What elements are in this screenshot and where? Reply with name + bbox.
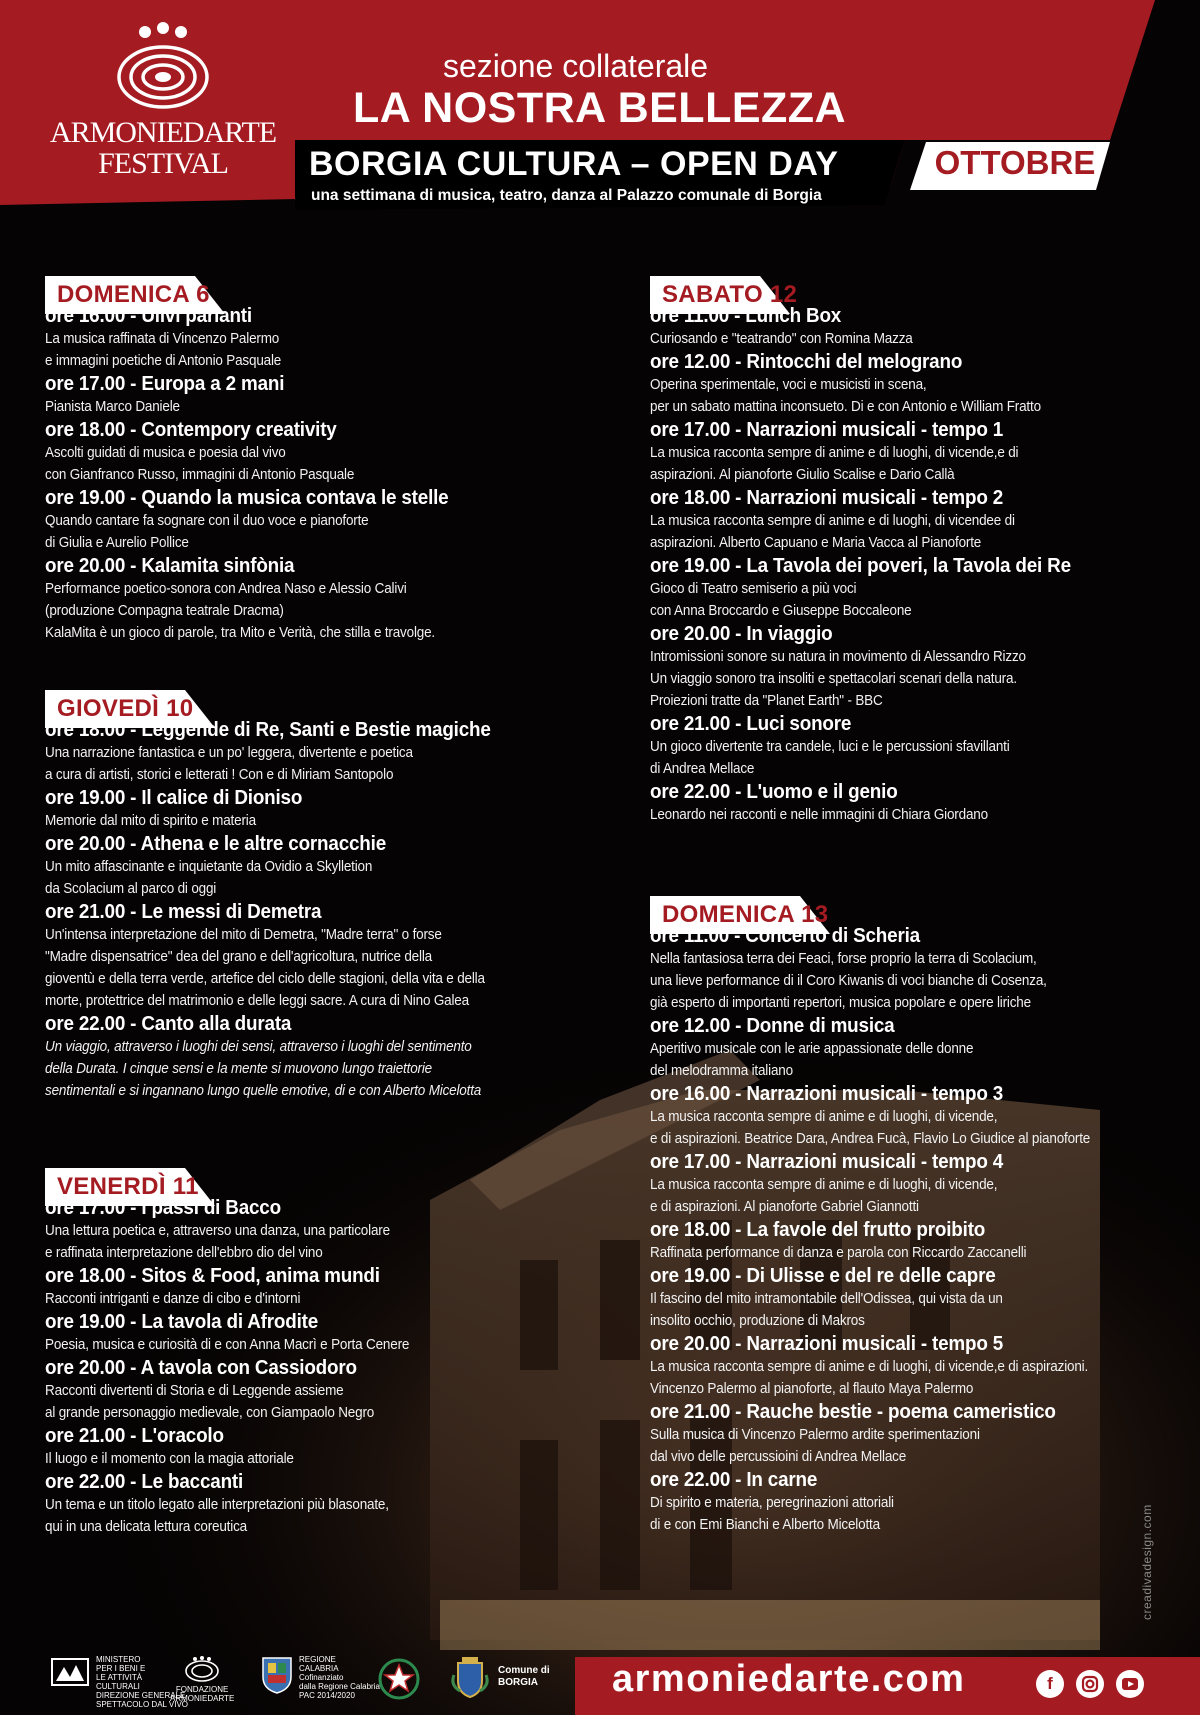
event-title: ore 18.00 - Sitos & Food, anima mundi <box>45 1264 380 1287</box>
sponsor-text-line: SPETTACOLO DAL VIVO <box>96 1700 189 1709</box>
instagram-icon[interactable] <box>1076 1670 1104 1698</box>
sponsor-regione-calabria <box>260 1655 380 1700</box>
event-item <box>650 554 1108 622</box>
event-description-line: Operina sperimentale, voci e musicisti in scena, <box>650 376 927 393</box>
event-description-line: di e con Emi Bianchi e Alberto Micelotta <box>650 1516 880 1533</box>
event-item <box>45 1310 450 1356</box>
event-description-line: Pianista Marco Daniele <box>45 398 180 415</box>
event-description-line: Una narrazione fantastica e un po' leggera, divertente e poetica <box>45 744 413 761</box>
event-item <box>45 1356 411 1424</box>
event-description-line: Gioco di Teatro semiserio a più voci <box>650 580 857 597</box>
sponsor-text-line: dalla Regione Calabria <box>299 1682 380 1691</box>
event-title: ore 20.00 - A tavola con Cassiodoro <box>45 1356 357 1379</box>
event-description-line: qui in una delicata lettura coreutica <box>45 1518 247 1535</box>
event-item <box>45 554 478 644</box>
sponsor-text-line: CULTURALI <box>96 1682 140 1691</box>
event-description-line: Raffinata performance di danza e parola con Riccardo Zaccanelli <box>650 1244 1027 1261</box>
event-title: ore 17.00 - Narrazioni musicali - tempo 1 <box>650 418 1004 441</box>
event-description-line: della Durata. I cinque sensi e la mente si muovono lungo traiettorie <box>45 1060 432 1077</box>
event-description-line: KalaMita è un gioco di parole, tra Mito e Verità, che stilla e travolge. <box>45 624 436 641</box>
event-title: ore 17.00 - Narrazioni musicali - tempo 4 <box>650 1150 1004 1173</box>
event-item <box>45 786 325 832</box>
programme-right-column <box>650 276 1170 1636</box>
event-item <box>45 1196 428 1264</box>
day-label: VENERDÌ 11 <box>57 1173 199 1200</box>
event-title: ore 22.00 - Canto alla durata <box>45 1012 292 1035</box>
event-description-line: Una lettura poetica e, attraverso una danza, una particolare <box>45 1222 390 1239</box>
event-item <box>650 350 1084 418</box>
event-description-line: sentimentali e si ingannano lungo quelle emotive, di e con Alberto Micelotta <box>45 1082 482 1099</box>
event-description-line: gioventù e della terra verde, artefice del ciclo delle stagioni, della vita e della <box>45 970 485 987</box>
event-title: ore 22.00 - L'uomo e il genio <box>650 780 898 803</box>
sponsor-text-line: CALABRIA <box>299 1664 339 1673</box>
regione-calabria-emblem-icon <box>260 1655 294 1695</box>
event-description-line: una lieve performance di il Coro Kiwanis di voci bianche di Cosenza, <box>650 972 1047 989</box>
facebook-icon[interactable]: f <box>1036 1670 1064 1698</box>
festival-name-line2: FESTIVAL <box>98 147 228 180</box>
event-title: ore 20.00 - Athena e le altre cornacchie <box>45 832 387 855</box>
event-item <box>650 1332 1137 1400</box>
event-item <box>650 1150 1036 1218</box>
event-title: ore 19.00 - La tavola di Afrodite <box>45 1310 319 1333</box>
event-item <box>45 718 529 786</box>
sponsor-text-line: REGIONE <box>299 1655 336 1664</box>
event-item <box>45 1012 530 1102</box>
italian-republic-emblem-icon <box>378 1658 420 1700</box>
month-label: OTTOBRE <box>934 144 1096 181</box>
event-description-line: di Giulia e Aurelio Pollice <box>45 534 189 551</box>
sponsor-text-line: FONDAZIONE <box>175 1685 229 1694</box>
event-description-line: Vincenzo Palermo al pianoforte, al flauto Maya Palermo <box>650 1380 974 1397</box>
event-description-line: del melodramma italiano <box>650 1062 793 1079</box>
event-description-line: Curiosando e "teatrando" con Romina Mazza <box>650 330 913 347</box>
event-description-line: La musica racconta sempre di anime e di luoghi, di vicende, <box>650 1108 998 1125</box>
event-description-line: Poesia, musica e curiosità di e con Anna Macrì e Porta Cenere <box>45 1336 410 1353</box>
event-title: ore 18.00 - Contempory creativity <box>45 418 337 441</box>
event-description-line: La musica racconta sempre di anime e di luoghi, di vicendee di <box>650 512 1015 529</box>
event-title: ore 19.00 - La Tavola dei poveri, la Tavola dei Re <box>650 554 1071 577</box>
mibac-logo-icon <box>50 1655 90 1689</box>
designer-credit-text: creadivadesign.com <box>1140 1504 1154 1620</box>
event-description-line: Il luogo e il momento con la magia attoriale <box>45 1450 294 1467</box>
event-title: ore 11.00 - Concerto di Scheria <box>650 924 920 947</box>
programme-left-column <box>45 276 605 1586</box>
sponsor-mibac <box>50 1655 188 1709</box>
event-title: ore 11.00 - Lunch Box <box>650 304 842 327</box>
event-description-line: al grande personaggio medievale, con Giampaolo Negro <box>45 1404 375 1421</box>
event-description-line: La musica racconta sempre di anime e di luoghi, di vicende,e di <box>650 444 1019 461</box>
event-description-line: da Scolacium al parco di oggi <box>45 880 217 897</box>
event-title: ore 19.00 - Quando la musica contava le stelle <box>45 486 449 509</box>
event-title: ore 21.00 - L'oracolo <box>45 1424 224 1447</box>
sponsor-text-line: PAC 2014/2020 <box>299 1691 355 1700</box>
event-description-line: e di aspirazioni. Beatrice Dara, Andrea Fucà, Flavio Lo Giudice al pianoforte <box>650 1130 1091 1147</box>
event-item <box>650 1468 921 1536</box>
festival-name-line1: ARMONIEDARTE <box>49 116 277 149</box>
event-description-line: Memorie dal mito di spirito e materia <box>45 812 256 829</box>
youtube-icon[interactable] <box>1116 1670 1144 1698</box>
event-description-line: morte, protettrice del matrimonio e delle leggi sacre. A cura di Nino Galea <box>45 992 469 1009</box>
event-item <box>45 1424 321 1470</box>
month-badge <box>910 140 1110 192</box>
sponsor-text-line: MINISTERO <box>96 1655 141 1664</box>
event-title: ore 18.00 - Narrazioni musicali - tempo 2 <box>650 486 1004 509</box>
event-title: ore 22.00 - Le baccanti <box>45 1470 244 1493</box>
fondazione-logo-icon <box>182 1655 222 1683</box>
event-description-line: Quando cantare fa sognare con il duo voce e pianoforte <box>45 512 369 529</box>
event-title: ore 18.00 - La favole del frutto proibito <box>650 1218 986 1241</box>
event-item <box>45 1264 409 1310</box>
tagline: una settimana di musica, teatro, danza al Palazzo comunale di Borgia <box>311 187 822 204</box>
festival-emblem-icon <box>108 22 218 112</box>
event-description-line: Un'intensa interpretazione del mito di Demetra, "Madre terra" o forse <box>45 926 442 943</box>
event-description-line: La musica racconta sempre di anime e di luoghi, di vicende,e di aspirazioni. <box>650 1358 1089 1375</box>
sponsor-text-line: DIREZIONE GENERALE <box>96 1691 186 1700</box>
day-label: DOMENICA 6 <box>57 281 210 308</box>
event-description-line: Racconti divertenti di Storia e di Leggende assieme <box>45 1382 344 1399</box>
event-item <box>45 486 484 554</box>
event-description-line: Performance poetico-sonora con Andrea Naso e Alessio Calivi <box>45 580 407 597</box>
event-title: ore 17.00 - I passi di Bacco <box>45 1196 281 1219</box>
event-title: ore 21.00 - Rauche bestie - poema cameristico <box>650 1400 1056 1423</box>
event-item <box>650 622 1068 712</box>
event-description-line: con Anna Broccardo e Giuseppe Boccaleone <box>650 602 912 619</box>
event-item <box>650 1264 1042 1332</box>
event-description-line: a cura di artisti, storici e letterati ! Con e di Miriam Santopolo <box>45 766 394 783</box>
event-description-line: Ascolti guidati di musica e poesia dal vivo <box>45 444 286 461</box>
day-label: GIOVEDÌ 10 <box>57 695 194 722</box>
event-description-line: "Madre dispensatrice" dea del grano e dell'agricoltura, nutrice della <box>45 948 432 965</box>
event-description-line: di Andrea Mellace <box>650 760 755 777</box>
event-description-line: Un mito affascinante e inquietante da Ovidio a Skylletion <box>45 858 373 875</box>
event-title: ore 20.00 - Narrazioni musicali - tempo 5 <box>650 1332 1004 1355</box>
event-title: ore 22.00 - In carne <box>650 1468 818 1491</box>
event-title: ore 17.00 - Europa a 2 mani <box>45 372 285 395</box>
sponsor-text-line: BORGIA <box>498 1677 538 1688</box>
event-description-line: e di aspirazioni. Al pianoforte Gabriel Giannotti <box>650 1198 919 1215</box>
sponsor-text-line: LE ATTIVITÀ <box>96 1673 143 1682</box>
festival-logo <box>38 22 288 179</box>
event-item <box>45 832 416 900</box>
event-item <box>650 1218 1068 1264</box>
event-description-line: Proiezioni tratte da "Planet Earth" - BBC <box>650 692 883 709</box>
event-description-line: aspirazioni. Alberto Capuano e Maria Vacca al Pianoforte <box>650 534 982 551</box>
event-description-line: La musica racconta sempre di anime e di luoghi, di vicende, <box>650 1176 998 1193</box>
section-subtitle: sezione collaterale <box>443 48 709 84</box>
event-item <box>650 1400 1091 1468</box>
comune-borgia-crest-icon <box>448 1655 492 1699</box>
sponsor-comune-borgia <box>448 1655 550 1699</box>
sponsor-text-line: ARMONIEDARTE <box>170 1694 235 1703</box>
event-description-line: con Gianfranco Russo, immagini di Antonio Pasquale <box>45 466 355 483</box>
event-title: ore 21.00 - Le messi di Demetra <box>45 900 322 923</box>
event-description-line: per un sabato mattina inconsueto. Di e con Antonio e William Fratto <box>650 398 1041 415</box>
event-item <box>45 304 307 372</box>
event-item <box>650 1082 1139 1150</box>
event-description-line: dal vivo delle percussioini di Andrea Mellace <box>650 1448 907 1465</box>
event-description-line: Un viaggio, attraverso i luoghi dei sensi, attraverso i luoghi del sentimento <box>45 1038 472 1055</box>
event-item <box>650 924 1091 1014</box>
event-title: ore 18.00 - Leggende di Re, Santi e Bestie magiche <box>45 718 491 741</box>
main-title: LA NOSTRA BELLEZZA <box>353 84 847 132</box>
event-description-line: Il fascino del mito intramontabile dell'Odissea, qui vista da un <box>650 1290 1003 1307</box>
event-description-line: Di spirito e materia, peregrinazioni attoriali <box>650 1494 894 1511</box>
event-item <box>45 418 389 486</box>
event-description-line: già esperto di importanti repertori, musica popolare e opere liriche <box>650 994 1031 1011</box>
sponsor-text-line: Cofinanziato <box>299 1673 344 1682</box>
event-description-line: La musica raffinata di Vincenzo Palermo <box>45 330 280 347</box>
event-title: ore 16.00 - Ulivi parlanti <box>45 304 252 327</box>
event-description-line: Sulla musica di Vincenzo Palermo ardite sperimentazioni <box>650 1426 980 1443</box>
event-item <box>45 372 305 418</box>
website-link[interactable]: armoniedarte.com <box>612 1658 966 1700</box>
event-item <box>650 486 1055 554</box>
event-title: ore 20.00 - In viaggio <box>650 622 833 645</box>
event-description-line: Aperitivo musicale con le arie appassionate delle donne <box>650 1040 974 1057</box>
event-title: ore 21.00 - Luci sonore <box>650 712 852 735</box>
event-item <box>650 418 1059 486</box>
event-title: BORGIA CULTURA – OPEN DAY <box>309 145 839 183</box>
event-description-line: e immagini poetiche di Antonio Pasquale <box>45 352 282 369</box>
designer-credit <box>1140 1440 1154 1620</box>
day-label: SABATO 12 <box>662 281 798 308</box>
event-description-line: Intromissioni sonore su natura in movimento di Alessandro Rizzo <box>650 648 1026 665</box>
event-item <box>650 304 942 350</box>
event-description-line: Un gioco divertente tra candele, luci e le percussioni sfavillanti <box>650 738 1010 755</box>
event-description-line: insolito occhio, produzione di Makros <box>650 1312 865 1329</box>
day-label: DOMENICA 13 <box>662 901 829 928</box>
event-description-line: Un viaggio sonoro tra insoliti e spettacolari scenari della natura. <box>650 670 1017 687</box>
event-title: ore 19.00 - Di Ulisse e del re delle capre <box>650 1264 996 1287</box>
event-description-line: Racconti intriganti e danze di cibo e d'intorni <box>45 1290 301 1307</box>
event-description-line: Un tema e un titolo legato alle interpretazioni più blasonate, <box>45 1496 389 1513</box>
event-item <box>45 1470 427 1538</box>
sponsor-text-line: Comune di <box>498 1665 550 1676</box>
sponsor-fondazione <box>170 1655 234 1703</box>
event-title: ore 12.00 - Rintocchi del melograno <box>650 350 963 373</box>
event-title: ore 19.00 - Il calice di Dioniso <box>45 786 303 809</box>
event-title: ore 12.00 - Donne di musica <box>650 1014 895 1037</box>
event-item <box>650 780 1026 826</box>
event-description-line: (produzione Compagna teatrale Dracma) <box>45 602 284 619</box>
event-description-line: aspirazioni. Al pianoforte Giulio Scalise e Dario Callà <box>650 466 955 483</box>
event-title: ore 20.00 - Kalamita sinfònia <box>45 554 295 577</box>
event-description-line: Nella fantasiosa terra dei Feaci, forse proprio la terra di Scolacium, <box>650 950 1037 967</box>
event-description-line: e raffinata interpretazione dell'ebbro dio del vino <box>45 1244 323 1261</box>
event-item <box>650 1014 1009 1082</box>
event-description-line: Leonardo nei racconti e nelle immagini di Chiara Giordano <box>650 806 988 823</box>
event-title: ore 16.00 - Narrazioni musicali - tempo 3 <box>650 1082 1004 1105</box>
sponsor-text-line: PER I BENI E <box>96 1664 146 1673</box>
event-item <box>650 712 1050 780</box>
event-item <box>45 900 534 1012</box>
